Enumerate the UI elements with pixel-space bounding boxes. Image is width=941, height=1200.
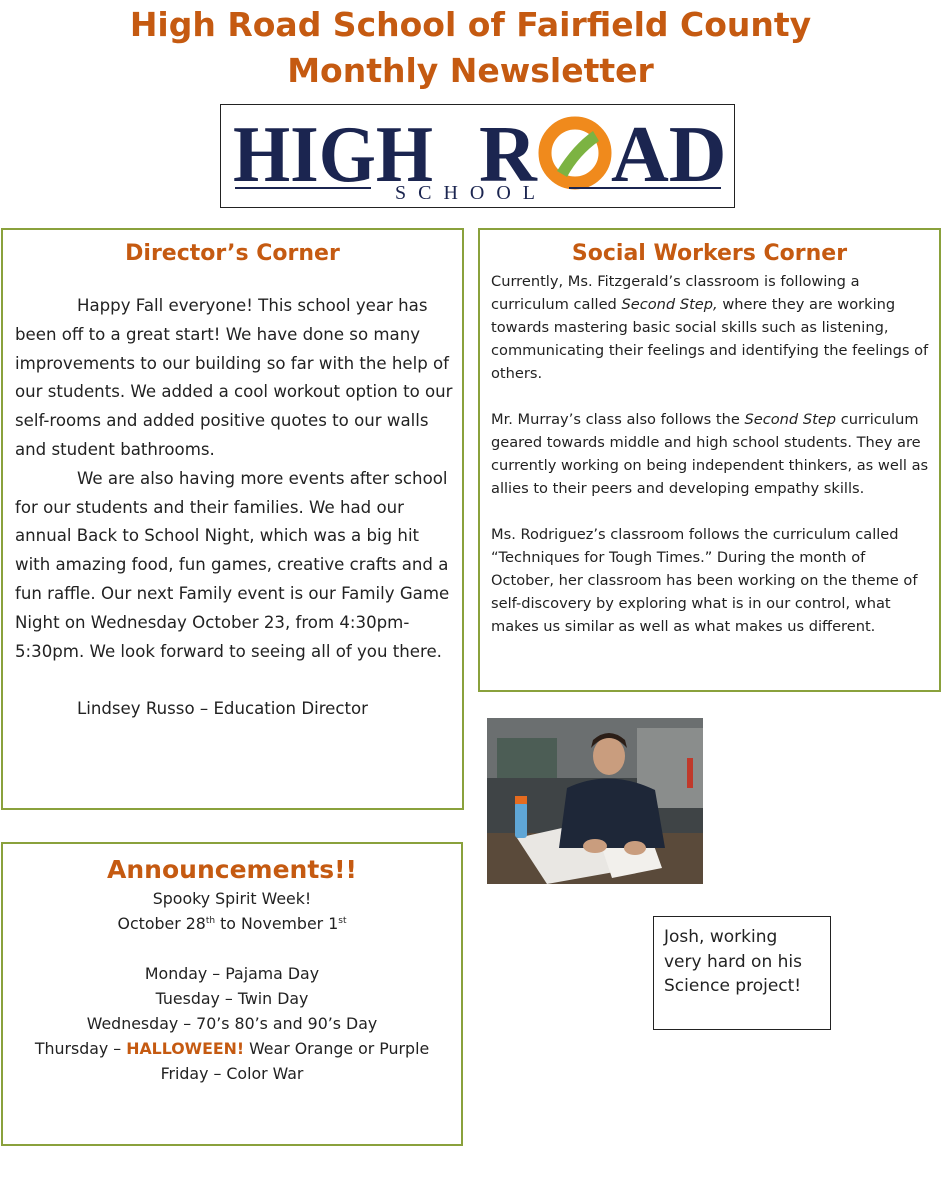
directors-corner-title: Director’s Corner [125,241,340,266]
student-photo [487,718,703,884]
logo-subword: SCHOOL [394,182,548,204]
social-paragraph-1: Currently, Ms. Fitzgerald’s classroom is following a curriculum called Second Step, where they are working towards mastering basic social skills such as listening, communicating their feelings and identifying the feelings of others. [491,273,929,382]
friday-item: Friday – Color War [160,1064,304,1083]
logo-letter-r: R [479,111,537,199]
announcements-title: Announcements!! [107,855,357,884]
photo-caption: Josh, working very hard on his Science project! [653,916,831,1030]
directors-corner-panel [1,228,464,810]
logo-swoosh-o [545,123,605,183]
tuesday-item: Tuesday – Twin Day [155,989,309,1008]
announcements-panel [1,842,463,1146]
director-signature: Lindsey Russo – Education Director [77,699,368,718]
newsletter-subtitle: Monthly Newsletter [287,51,654,90]
social-paragraph-2: Mr. Murray’s class also follows the Second Step curriculum geared towards middle and high school students. They are currently working on being independent thinkers, as well as allies to their peers and developing empathy skills. [491,411,929,497]
logo-word-high: HIGH [233,111,433,199]
monday-item: Monday – Pajama Day [144,964,320,983]
spirit-week-dates: October 28th to November 1st [117,914,347,933]
social-workers-corner-panel [478,228,941,692]
thursday-item: Thursday – HALLOWEEN! Wear Orange or Purple [34,1039,430,1058]
social-paragraph-3: Ms. Rodriguez’s classroom follows the curriculum called “Techniques for Tough Times.” During the month of October, her classroom has been working on the theme of self-discovery by exploring what is in our control, what makes us similar as well as what makes us different. [491,526,918,635]
school-logo [220,104,735,208]
newsletter-title: High Road School of Fairfield County [129,5,812,44]
spirit-week-heading: Spooky Spirit Week! [152,889,312,908]
director-paragraph-2: We are also having more events after school for our students and their families. We had our annual Back to School Night, which was a big hit with amazing food, fun games, creative crafts and a fun raffle. Our next Family event is our Family Game Night on Wednesday October 23, from 4:30pm-5:30pm. We look forward to seeing all of you there. [15,468,450,661]
social-workers-corner-title: Social Workers Corner [571,241,848,266]
director-paragraph-1: Happy Fall everyone! This school year has been off to a great start! We have done so many improvements to our building so far with the help of our students. We added a cool workout option to our self-rooms and added positive quotes to our walls and student bathrooms. [15,296,453,459]
logo-letters-ad: AD [611,111,727,199]
wednesday-item: Wednesday – 70’s 80’s and 90’s Day [86,1014,378,1033]
